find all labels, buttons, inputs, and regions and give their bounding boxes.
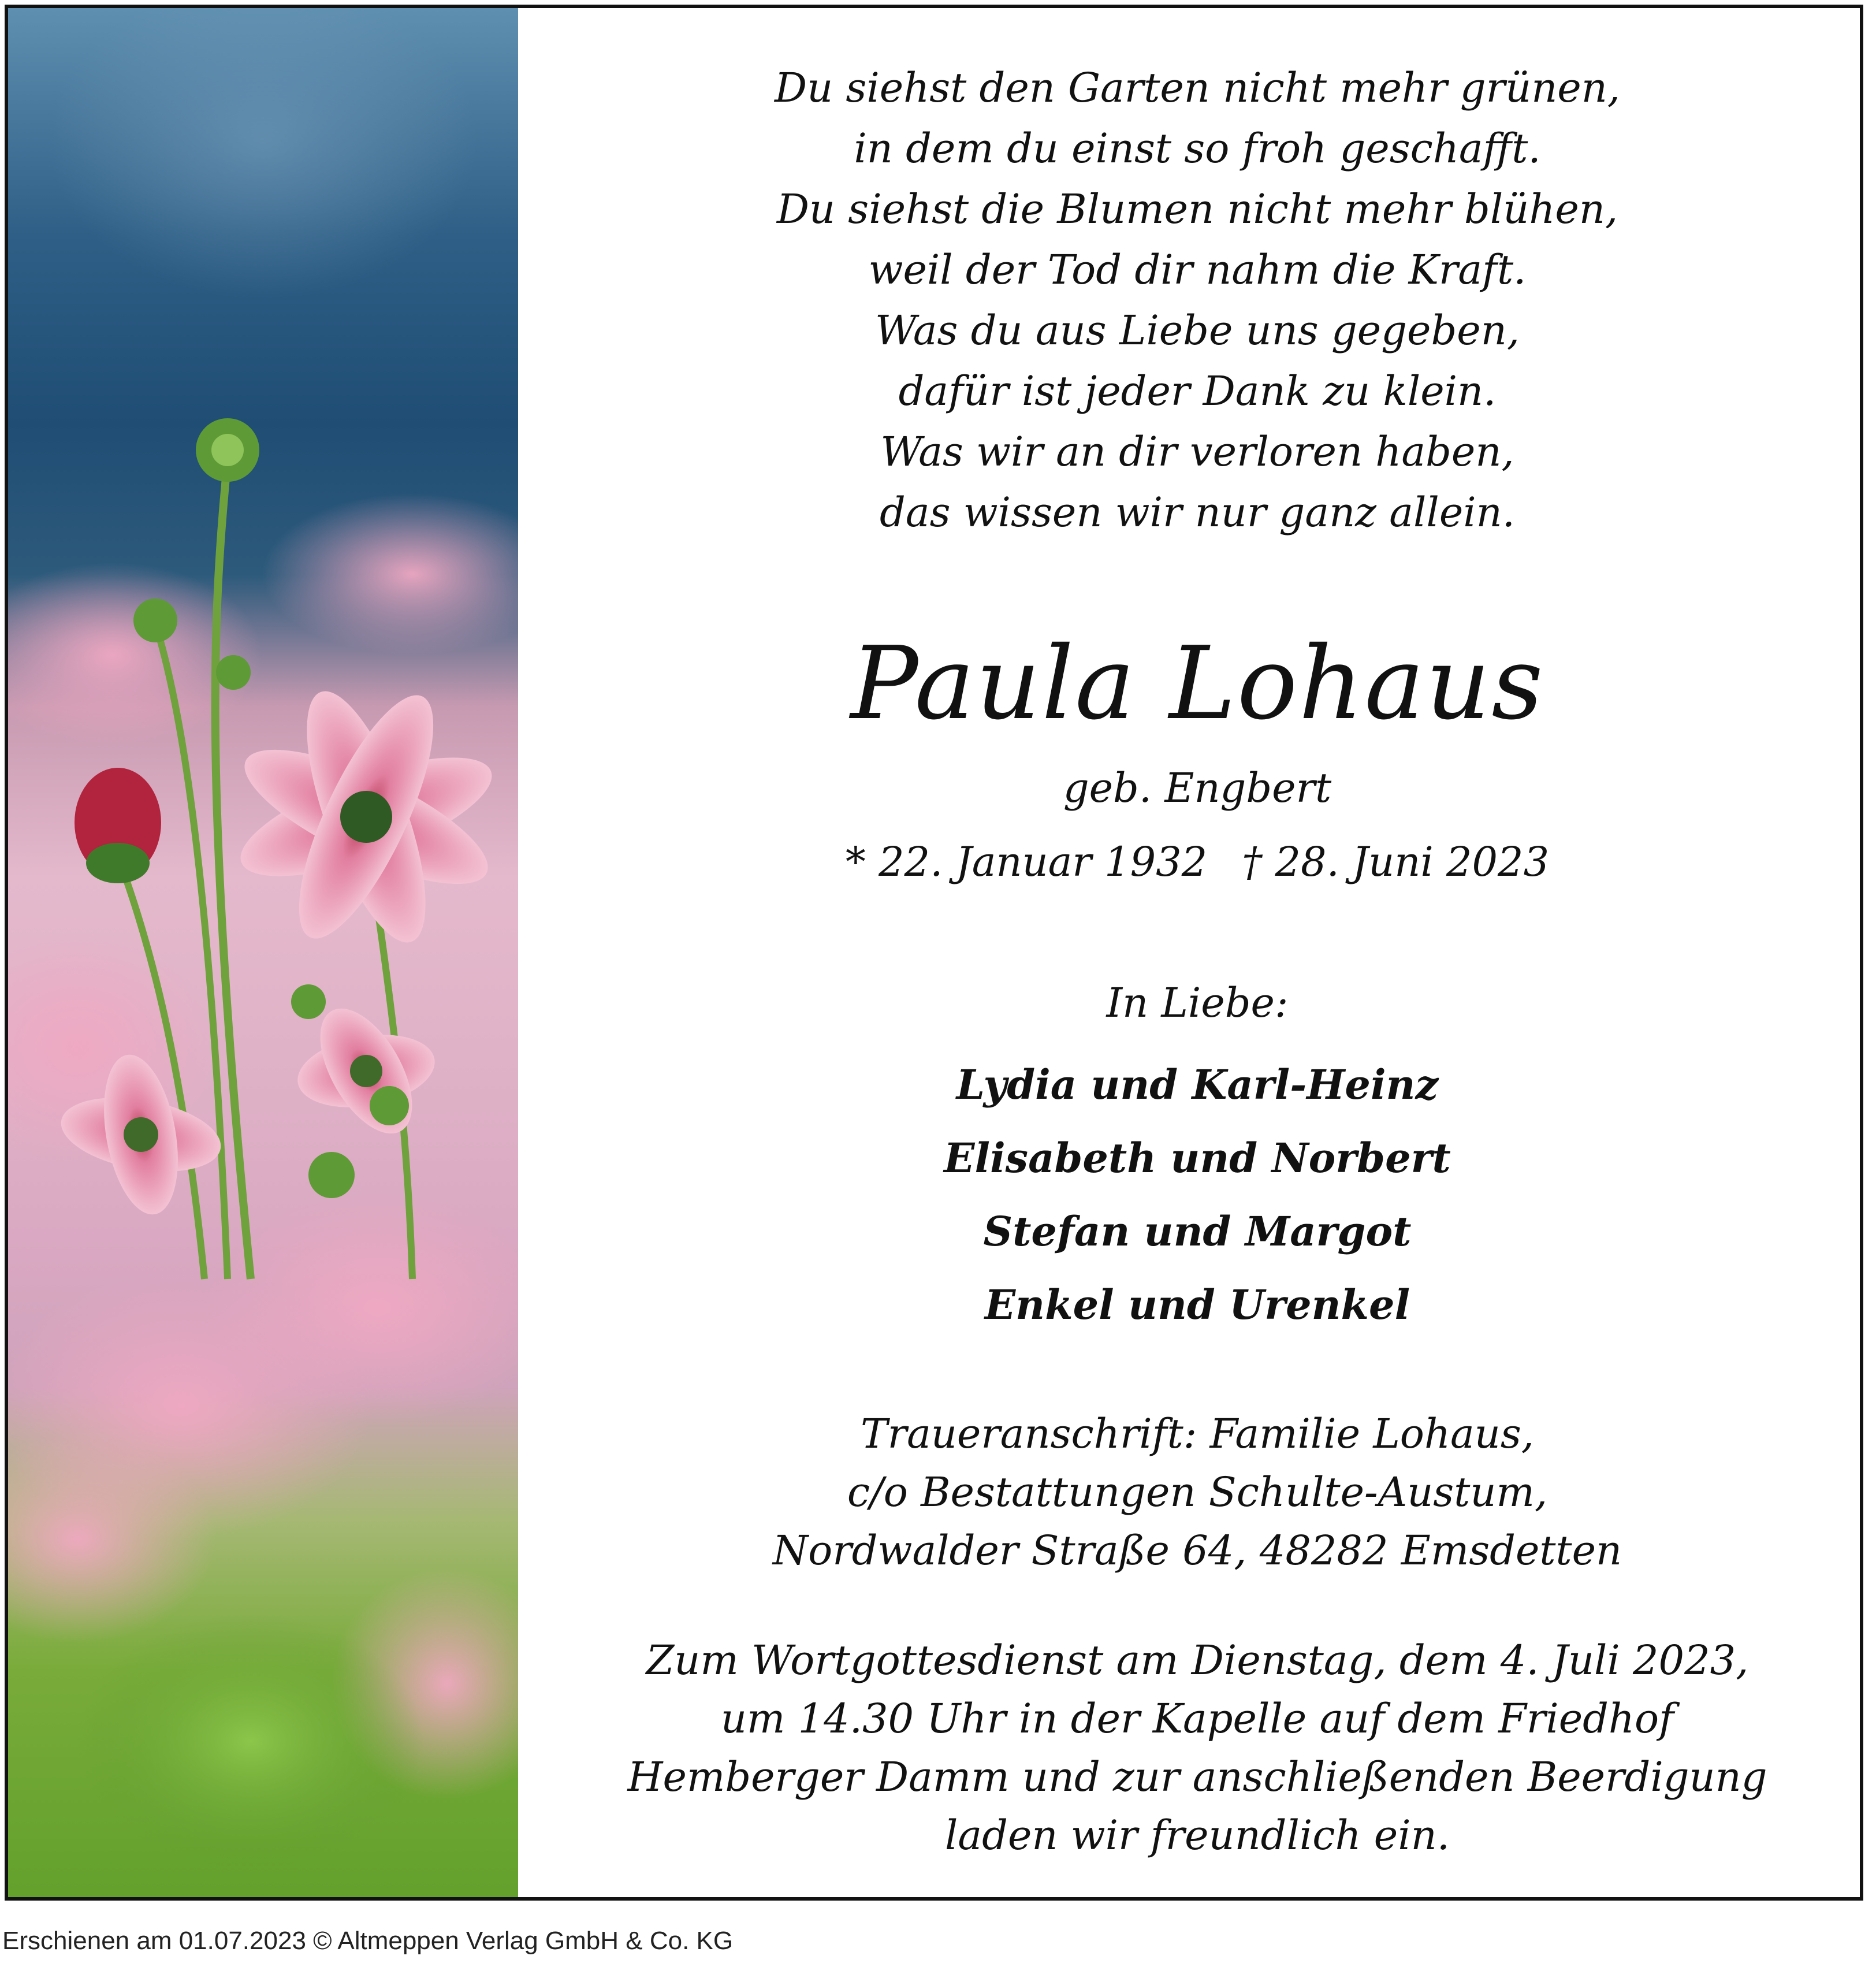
poem-line: Was du aus Liebe uns gegeben,: [874, 307, 1520, 354]
service-info: [528, 1631, 1863, 1865]
obituary-card: [5, 5, 1863, 1901]
publication-footer: Erschienen am 01.07.2023 © Altmeppen Verlag GmbH & Co. KG: [2, 1927, 734, 1955]
mourner-name: Enkel und Urenkel: [984, 1281, 1410, 1329]
mourner-name: Elisabeth und Norbert: [944, 1134, 1451, 1182]
service-line: um 14.30 Uhr in der Kapelle auf dem Friedhof: [720, 1695, 1674, 1742]
mourner-name: Lydia und Karl-Heinz: [956, 1061, 1439, 1109]
poem-line: Was wir an dir verloren haben,: [880, 428, 1514, 475]
poem-line: weil der Tod dir nahm die Kraft.: [868, 246, 1527, 293]
service-line: Zum Wortgottesdienst am Dienstag, dem 4. Juli 2023,: [646, 1637, 1749, 1684]
flower-illustration: [8, 8, 518, 1897]
address-line: Nordwalder Straße 64, 48282 Emsdetten: [772, 1527, 1622, 1574]
poem-line: in dem du einst so froh geschafft.: [854, 125, 1541, 172]
death-date: † 28. Juni 2023: [1242, 838, 1550, 886]
deceased-name: Paula Lohaus: [850, 625, 1544, 742]
birth-date: * 22. Januar 1932: [845, 838, 1208, 886]
cosmos-flower-photo: [8, 8, 518, 1897]
poem-line: Du siehst die Blumen nicht mehr blühen,: [776, 185, 1618, 233]
address-line: c/o Bestattungen Schulte-Austum,: [847, 1468, 1548, 1516]
poem: [528, 58, 1863, 543]
service-line: Hemberger Damm und zur anschließenden Beerdigung: [627, 1753, 1767, 1801]
mourning-address: [528, 1405, 1863, 1580]
obituary-text: [528, 8, 1863, 1897]
poem-line: das wissen wir nur ganz allein.: [880, 489, 1515, 536]
mourner-name: Stefan und Margot: [983, 1207, 1412, 1255]
maiden-name: geb. Engbert: [1063, 764, 1332, 812]
poem-line: dafür ist jeder Dank zu klein.: [898, 367, 1497, 415]
mourners-list: [528, 1048, 1863, 1341]
mourners-intro: In Liebe:: [1106, 979, 1289, 1027]
poem-line: Du siehst den Garten nicht mehr grünen,: [774, 64, 1621, 111]
life-dates: [528, 833, 1863, 891]
service-line: laden wir freundlich ein.: [945, 1812, 1450, 1859]
address-line: Traueranschrift: Familie Lohaus,: [860, 1410, 1535, 1458]
